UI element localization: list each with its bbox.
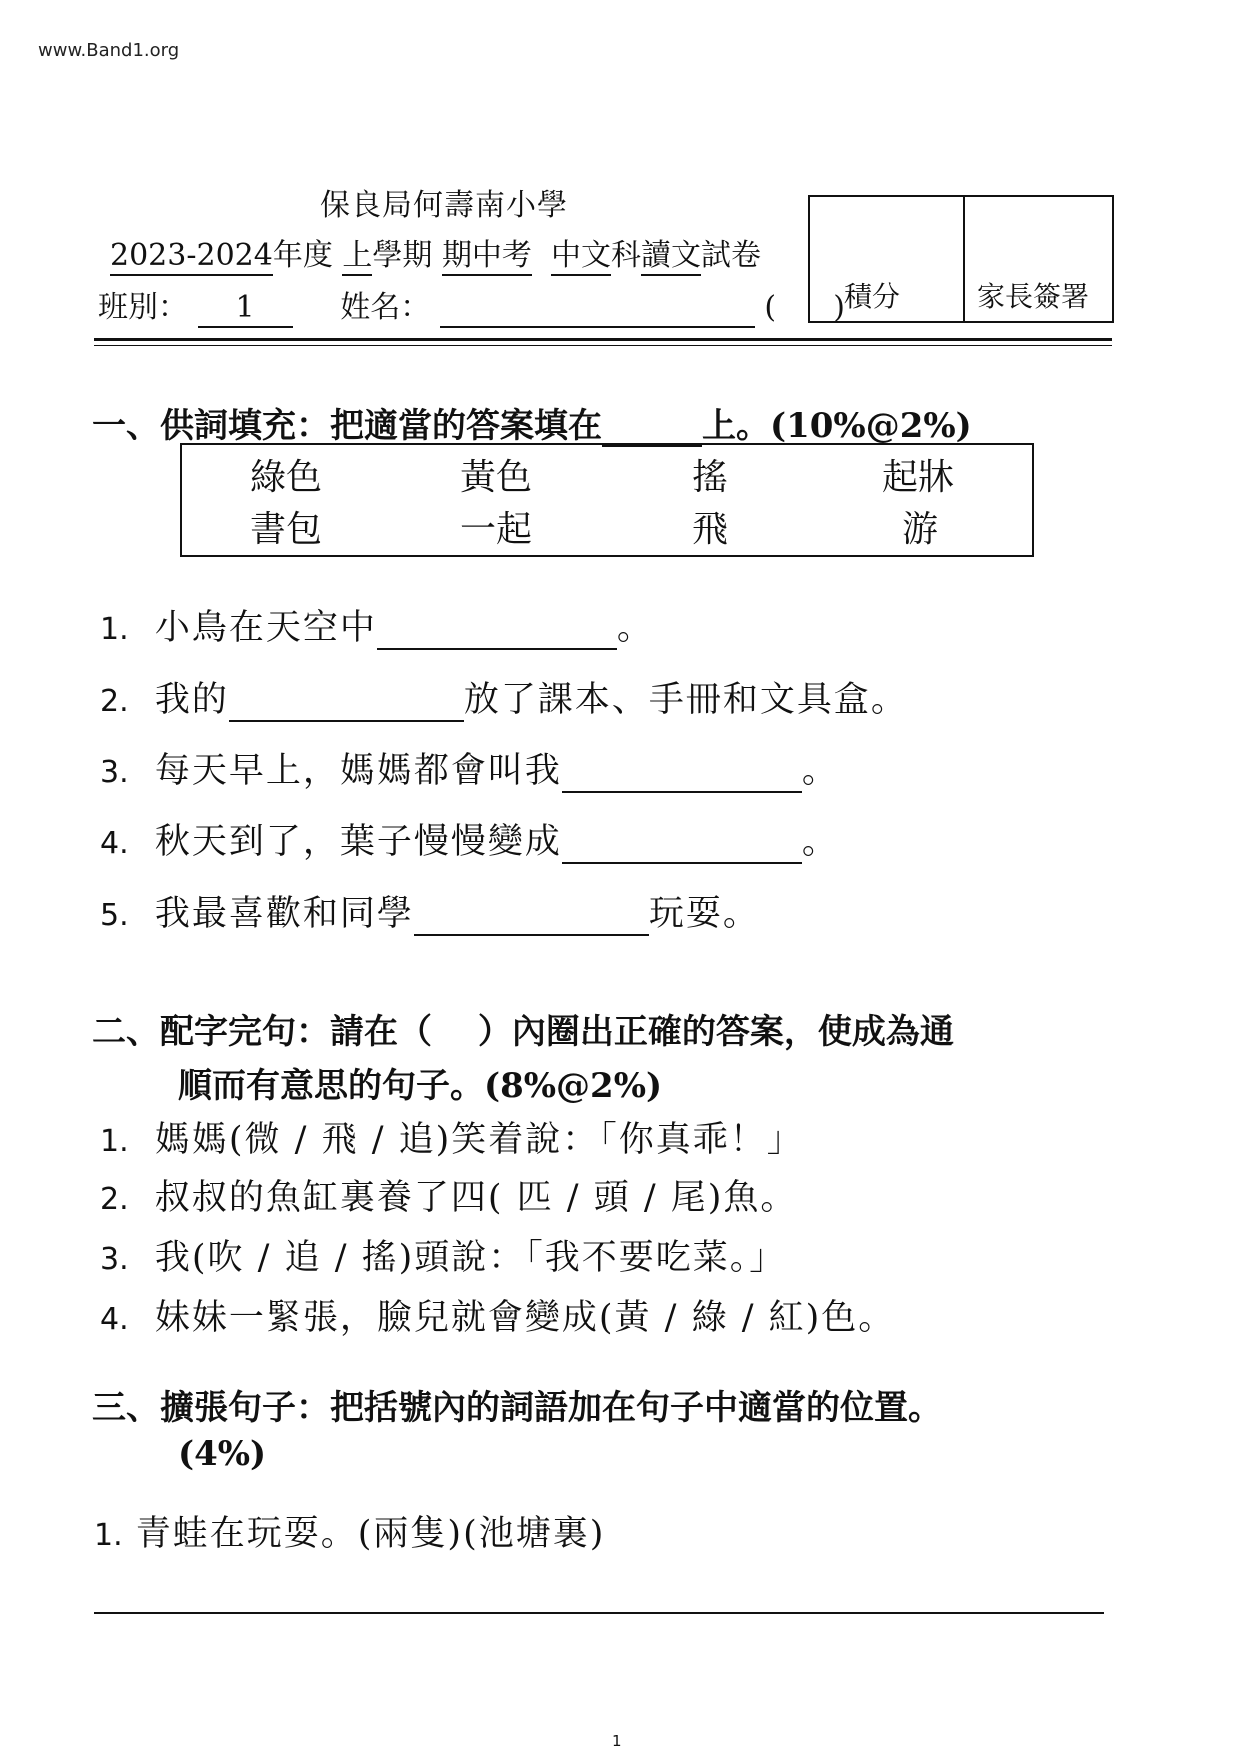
answer-blank[interactable]: [562, 761, 802, 793]
question-number: 4.: [100, 1302, 129, 1337]
word-bank-item: 起牀: [882, 457, 955, 498]
question-number: 1.: [94, 1518, 123, 1553]
term-value: 上: [342, 238, 372, 276]
question-text-end: 玩耍。: [648, 894, 760, 934]
question-text[interactable]: 我(吹 / 追 / 搖)頭說：「我不要吃菜。」: [154, 1238, 787, 1278]
question-text-end: 。: [801, 822, 839, 862]
question-text[interactable]: 叔叔的魚缸裏養了四( 匹 / 頭 / 尾)魚。: [154, 1178, 798, 1218]
score-cell[interactable]: [810, 197, 965, 321]
term-suffix: 學期: [372, 238, 433, 273]
section3-question: [94, 1506, 605, 1556]
page-number: 1: [612, 1732, 622, 1750]
word-bank-item: 書包: [250, 509, 323, 550]
paper-suffix: 試卷: [701, 238, 762, 273]
answer-blank[interactable]: [562, 832, 802, 864]
section2-title: 二、配字完句：請在（ ）內圈出正確的答案，使成為通: [92, 1012, 954, 1052]
question-number: 1.: [100, 612, 129, 647]
word-bank: [180, 443, 1034, 557]
class-value: 1: [198, 290, 293, 328]
year-suffix: 年度: [272, 238, 333, 273]
section1-question: [100, 814, 839, 864]
word-bank-item: 飛: [692, 509, 729, 550]
header-divider: [94, 338, 1112, 341]
section1-question: [100, 743, 839, 793]
question-text: 我的: [154, 680, 229, 720]
exam-title: [110, 230, 761, 274]
word-bank-item: 游: [902, 509, 939, 550]
section2-question: [100, 1230, 786, 1280]
section1-question: [100, 672, 908, 722]
site-url: www.Band1.org: [38, 40, 180, 61]
question-number: 1.: [100, 1124, 129, 1159]
word-bank-item: 綠色: [250, 457, 323, 498]
subject-value: 中文: [551, 238, 611, 276]
question-text[interactable]: 妹妹一緊張，臉兒就會變成(黃 / 綠 / 紅)色。: [154, 1298, 896, 1338]
year-value: 2023-2024: [110, 238, 273, 276]
question-number: 4.: [100, 826, 129, 861]
question-number: 5.: [100, 898, 129, 933]
student-info-row: [98, 282, 845, 328]
word-bank-item: 搖: [692, 457, 729, 498]
section2-question: [100, 1290, 895, 1340]
question-text[interactable]: 媽媽(微 / 飛 / 追)笑着說：「你真乖！」: [154, 1120, 804, 1160]
question-text: 我最喜歡和同學: [154, 894, 414, 934]
section1-title: [92, 398, 972, 447]
question-number: 3.: [100, 755, 129, 790]
name-field[interactable]: [440, 296, 755, 328]
section2-question: [100, 1112, 804, 1162]
section3-title-line2: (4%): [178, 1434, 267, 1474]
school-name: 保良局何壽南小學: [320, 188, 568, 223]
question-text-end: 。: [616, 608, 654, 648]
section3-title: 三、擴張句子：把括號內的詞語加在句子中適當的位置。: [92, 1388, 942, 1428]
question-number: 2.: [100, 684, 129, 719]
question-text-end: 放了課本、手冊和文具盒。: [463, 680, 908, 720]
question-text: 秋天到了，葉子慢慢變成: [154, 822, 562, 862]
question-text-end: 。: [801, 751, 839, 791]
name-label: 姓名：: [340, 290, 431, 325]
paper-value: 讀文: [641, 238, 701, 276]
exam-value: 期中考: [442, 238, 532, 276]
subject-suffix: 科: [611, 238, 642, 273]
section1-title-text: 一、供詞填充：把適當的答案填在: [92, 406, 602, 446]
header-divider-thin: [94, 345, 1112, 346]
parent-sign-label: 家長簽署: [977, 280, 1090, 313]
score-label: 積分: [844, 280, 901, 313]
score-box: [808, 195, 1114, 323]
answer-line[interactable]: [94, 1612, 1104, 1614]
class-number-paren: ( ): [764, 290, 845, 325]
parent-signature-cell[interactable]: [965, 197, 1112, 321]
question-number: 2.: [100, 1182, 129, 1217]
section2-title-line2: 順而有意思的句子。(8%@2%): [178, 1066, 663, 1106]
section1-question: [100, 886, 760, 936]
section1-title-end: 上。(10%@2%): [702, 406, 972, 446]
question-text: 青蛙在玩耍。(兩隻)(池塘裏): [135, 1514, 606, 1554]
answer-blank[interactable]: [229, 690, 464, 722]
section1-question: [100, 600, 654, 650]
question-number: 3.: [100, 1242, 129, 1277]
word-bank-item: 一起: [460, 509, 533, 550]
word-bank-item: 黃色: [460, 457, 533, 498]
answer-blank[interactable]: [414, 904, 649, 936]
question-text: 每天早上，媽媽都會叫我: [154, 751, 562, 791]
question-text: 小鳥在天空中: [154, 608, 377, 648]
section2-question: [100, 1170, 797, 1220]
class-label: 班別：: [98, 290, 188, 325]
answer-blank[interactable]: [377, 618, 617, 650]
